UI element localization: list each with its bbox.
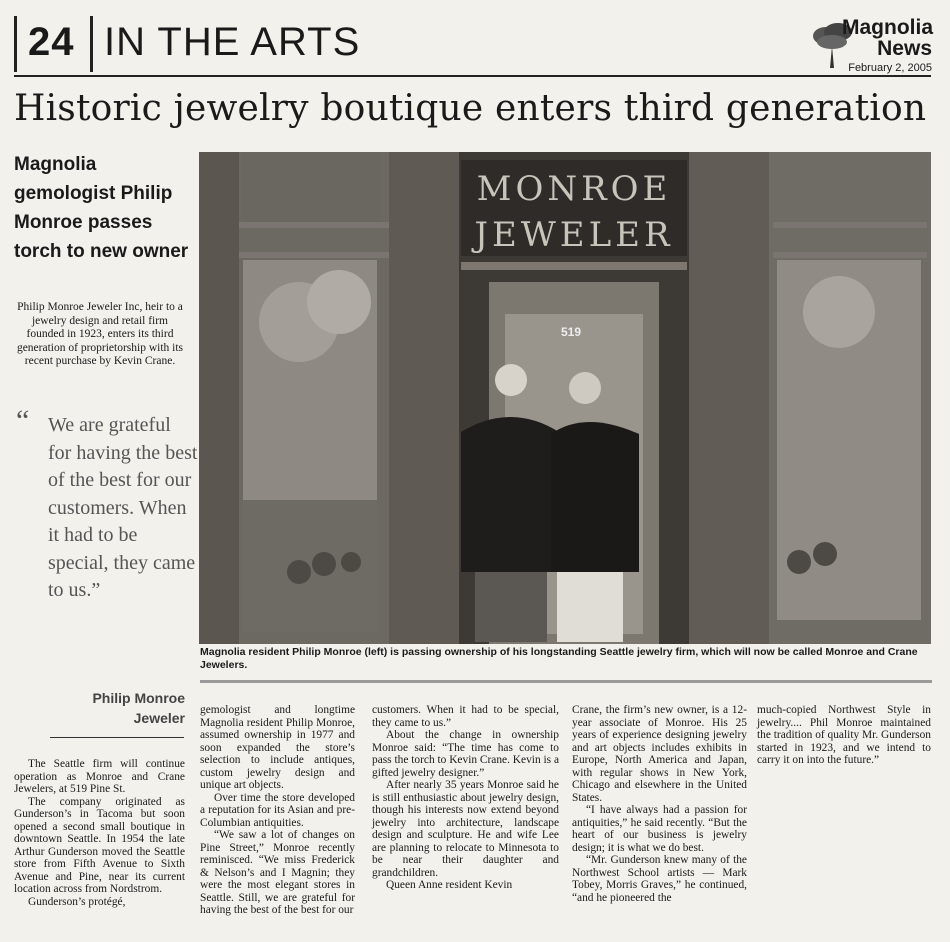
body-column-2 xyxy=(200,704,355,917)
section-title: IN THE ARTS xyxy=(104,20,361,64)
paragraph: After nearly 35 years Monroe said he is still enthusiastic about jewelry design, though his interests now extend beyond jewelry into architecture, landscape design and sculpture. He and wife Lee are planning to relocate to Minnesota to be near their daughter and grandchildren. xyxy=(372,779,559,879)
masthead-separator xyxy=(90,16,93,72)
logo-wordmark xyxy=(842,17,932,59)
paragraph: “I have always had a passion for antiquities,” he said recently. “But the heart of our business is jewelry design; it is what we do best. xyxy=(572,804,747,854)
intro-paragraph: Philip Monroe Jeweler Inc, heir to a jewelry design and retail firm founded in 1923, enters its third generation of proprietorship with its recent purchase by Kevin Crane. xyxy=(16,301,184,368)
body-column-1 xyxy=(14,758,185,908)
paragraph: Gunderson’s protégé, xyxy=(28,895,126,908)
paragraph: much-copied Northwest Style in jewelry.... Phil Monroe maintained the tradition of quality Mr. Gunderson started in 1923, and we intend to carry it on into the future.” xyxy=(757,704,931,766)
headline: Historic jewelry boutique enters third generation xyxy=(14,88,927,129)
body-column-4 xyxy=(572,704,747,904)
paragraph: customers. When it had to be special, they came to us.” xyxy=(372,704,559,729)
paragraph: gemologist and longtime Magnolia resident Philip Monroe, assumed ownership in 1977 and soon expanded the store’s selection to include antiques, custom jewelry design and unique art objects. xyxy=(200,704,355,791)
door-number: 519 xyxy=(560,325,582,339)
masthead-rule-left xyxy=(14,16,17,72)
body-column-5 xyxy=(757,704,931,767)
photo-caption: Magnolia resident Philip Monroe (left) is passing ownership of his longstanding Seattle jewelry firm, which will now be called Monroe and Crane Jewelers. xyxy=(200,646,918,671)
attribution-title: Jeweler xyxy=(133,710,185,726)
paragraph: The Seattle firm will continue operation as Monroe and Crane Jewelers, at 519 Pine St. xyxy=(14,758,185,795)
masthead-rule xyxy=(14,75,931,77)
body-column-3 xyxy=(372,704,559,892)
pull-quote-attribution xyxy=(14,688,185,728)
storefront-photo xyxy=(199,152,931,644)
paragraph: About the change in ownership Monroe said: “The time has come to pass the torch to Kevin Crane. Kevin is a gifted jewelry designer.” xyxy=(372,729,559,779)
attribution-name: Philip Monroe xyxy=(92,690,185,706)
logo-line-1: Magnolia xyxy=(842,16,934,39)
page-number: 24 xyxy=(28,20,75,64)
store-sign-line-2: JEWELER xyxy=(474,215,674,255)
quote-mark: “ xyxy=(16,404,30,437)
paragraph: “We saw a lot of changes on Pine Street,” Monroe recently reminisced. “We miss Frederick & Nelson’s and I Magnin; they were the most elegant stores in Seattle. Still, we are grateful for having the best of the best for our xyxy=(200,829,355,916)
paragraph: Over time the store developed a reputation for its Asian and pre-Columbian antiquities. xyxy=(200,791,355,829)
issue-date: February 2, 2005 xyxy=(848,62,932,74)
storefront-illustration xyxy=(199,152,931,644)
paragraph: Crane, the firm’s new owner, is a 12-year associate of Monroe. His 25 years of experience designing jewelry and art objects includes exhibits in Europe, North America and Japan, with regular shows in New York, Chicago and elsewhere in the United States. xyxy=(572,704,747,804)
pull-quote-rule xyxy=(50,737,184,738)
paragraph: Queen Anne resident Kevin xyxy=(386,879,513,891)
caption-rule xyxy=(200,680,932,683)
paragraph: “Mr. Gunderson knew many of the Northwest School artists — Mark Tobey, Morris Graves,” he continued, “and he pioneered the xyxy=(572,854,747,904)
deck-subhead: Magnolia gemologist Philip Monroe passes torch to new owner xyxy=(14,154,189,262)
logo-line-2: News xyxy=(877,37,932,60)
store-sign-line-1: MONROE xyxy=(476,169,672,209)
paragraph: The company originated as Gunderson’s in Tacoma but soon opened a second small boutique in downtown Seattle. In 1954 the late Arthur Gunderson moved the Seattle store from Fifth Avenue to Sixth Avenue and Pine, near its current location across from Nordstrom. xyxy=(14,795,185,895)
pull-quote: We are grateful for having the best of the best for our customers. When it had to be special, they came to us.” xyxy=(48,414,198,601)
